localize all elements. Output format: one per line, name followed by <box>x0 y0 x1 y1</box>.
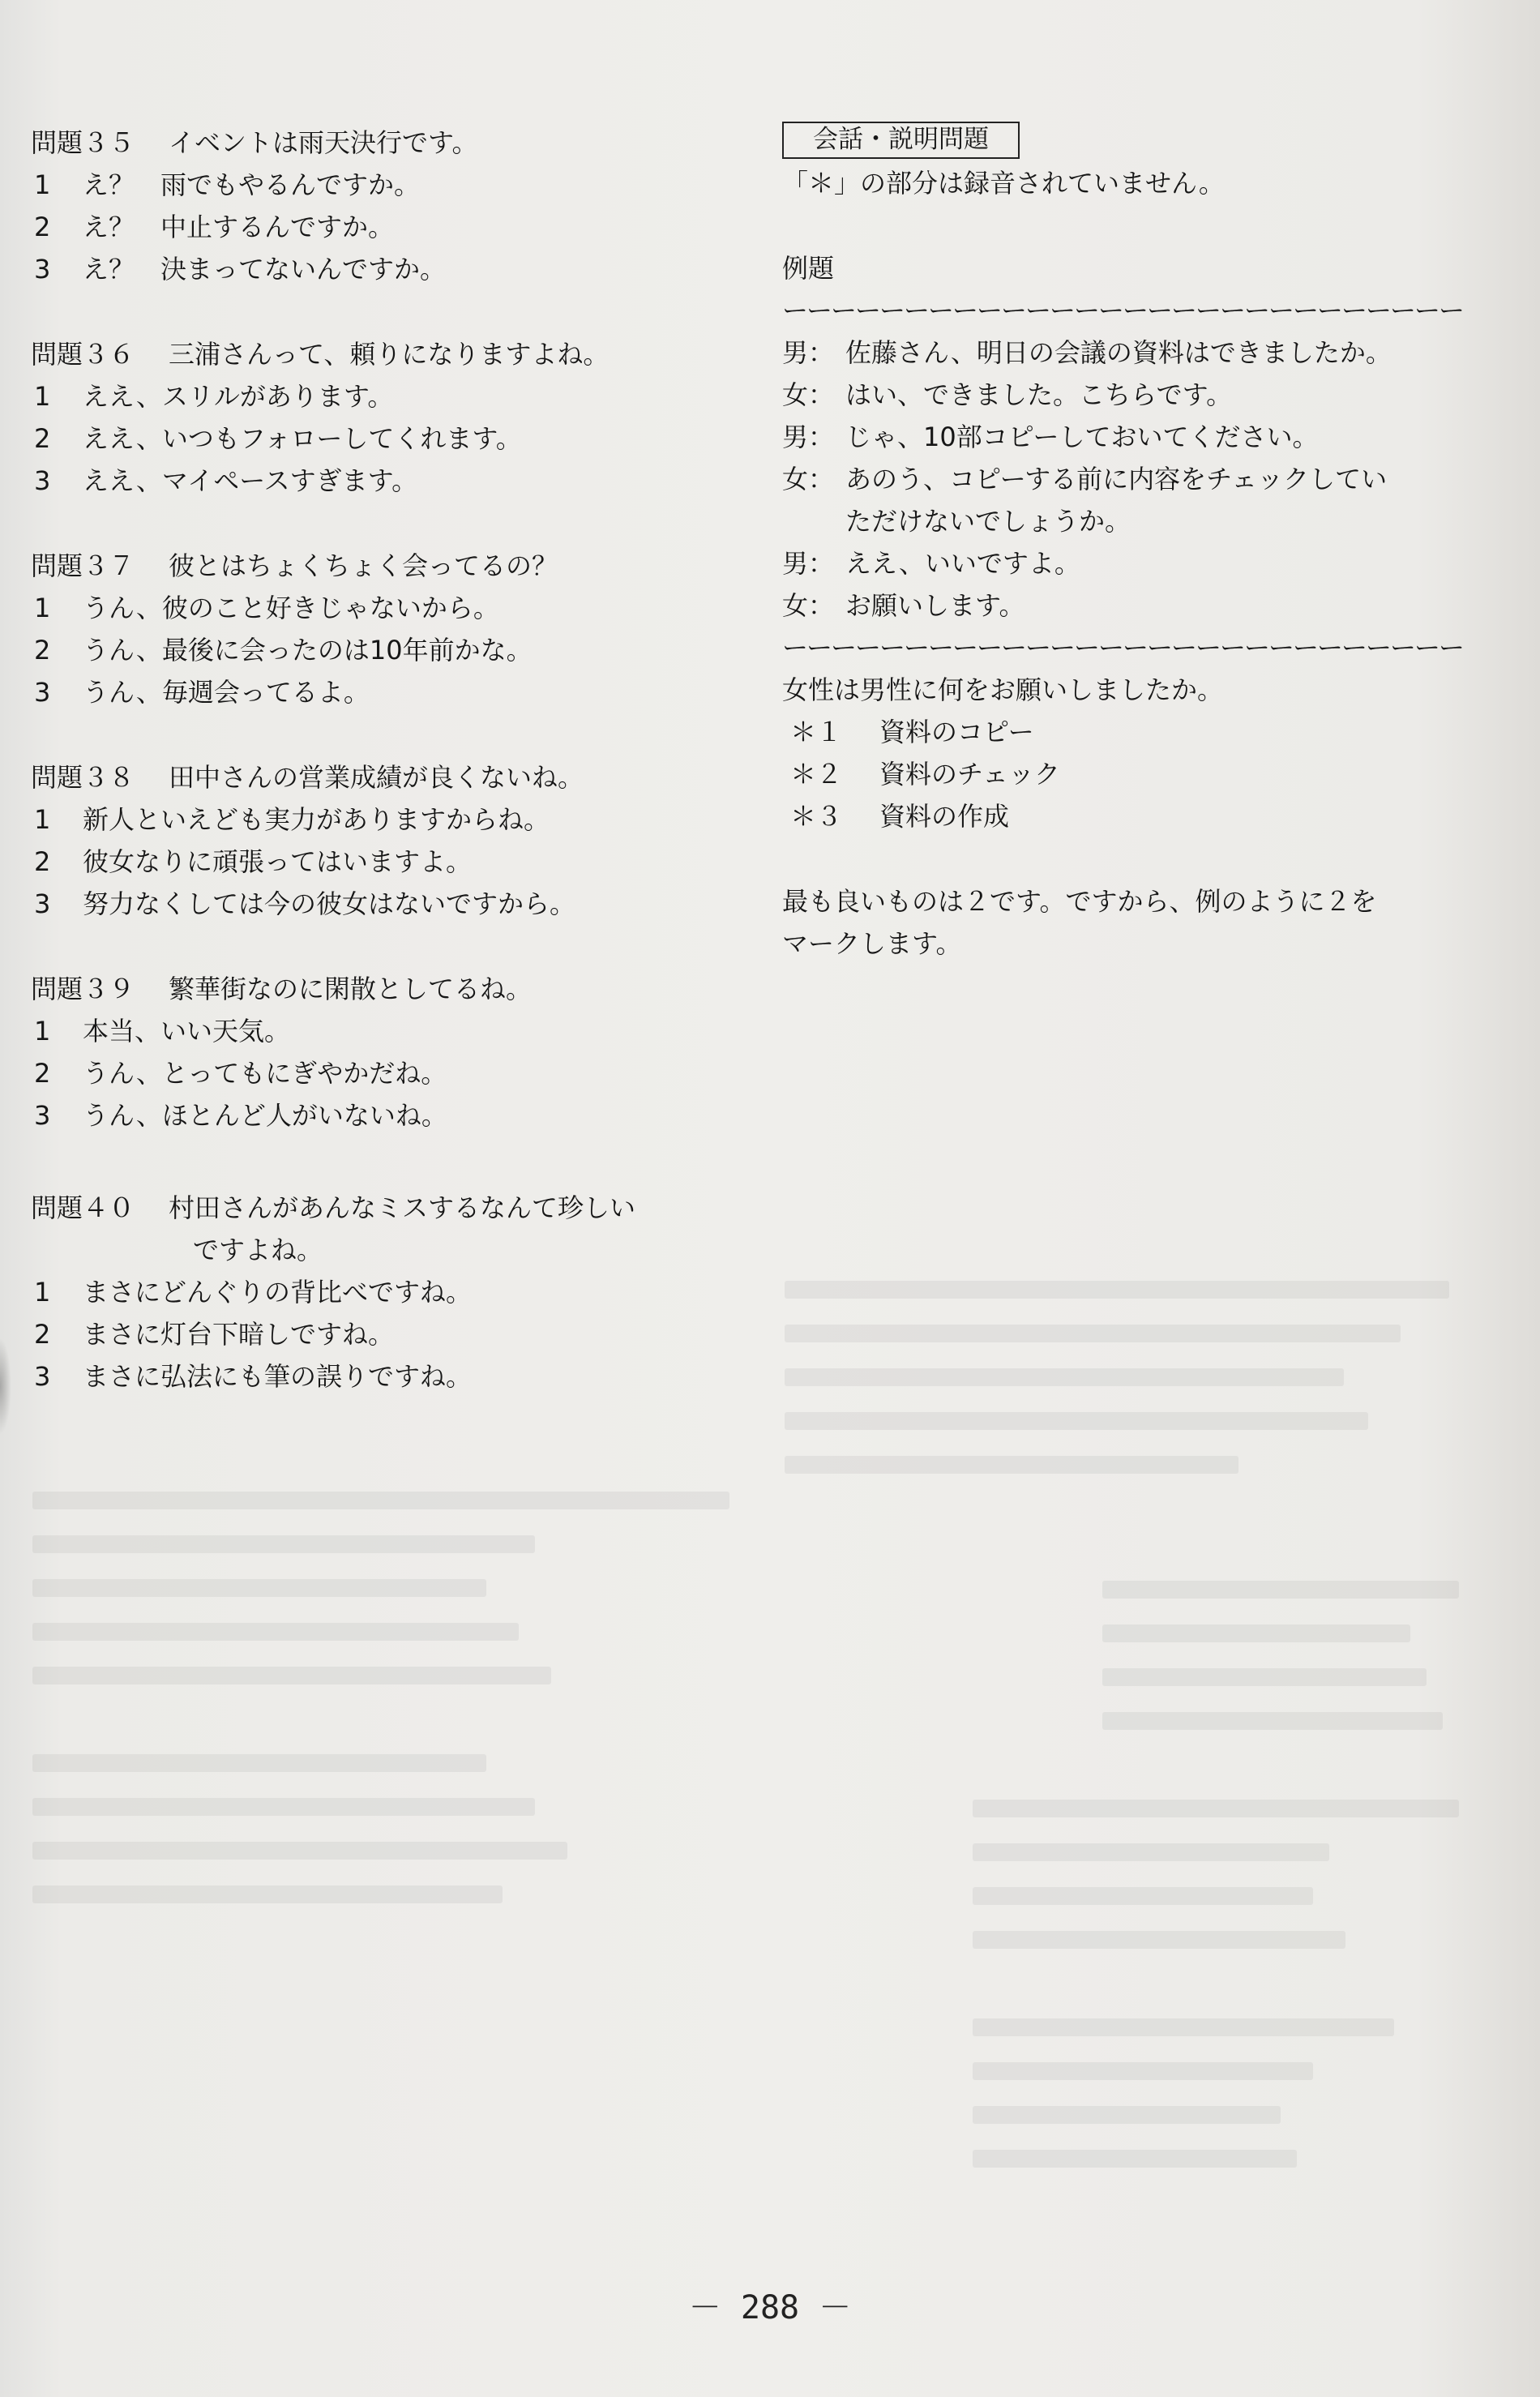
answer-choice <box>31 587 744 629</box>
choice-text: え？ 雨でもやるんですか。 <box>83 169 421 200</box>
question-block <box>31 1187 744 1398</box>
dialogue-line <box>782 374 1495 416</box>
choice-text: ええ、いつもフォローしてくれます。 <box>83 423 522 454</box>
choice-text: まさにどんぐりの背比べですね。 <box>83 1277 473 1308</box>
answer-choice <box>31 1271 744 1313</box>
example-option <box>782 711 1495 753</box>
question-text: 彼とはちょくちょく会ってるの？ <box>169 550 558 581</box>
choice-number: 3 <box>34 254 51 285</box>
choice-text: うん、ほとんど人がいないね。 <box>83 1100 447 1131</box>
question-text: 田中さんの営業成績が良くないね。 <box>169 762 584 793</box>
speaker-label: 男： <box>782 422 835 452</box>
answer-choice <box>31 798 744 841</box>
divider-bottom: ーーーーーーーーーーーーーーーーーーーーーーーーーーーー <box>782 632 1464 663</box>
dialogue-line <box>782 416 1495 458</box>
utterance-text: あのう、コピーする前に内容をチェックしてい <box>845 464 1388 494</box>
choice-text: え？ 中止するんですか。 <box>83 212 395 242</box>
answer-choice <box>31 883 744 925</box>
speaker-label: 男： <box>782 337 835 368</box>
utterance-text: はい、できました。こちらです。 <box>845 379 1233 410</box>
choice-text: ええ、マイペースすぎます。 <box>83 465 418 496</box>
utterance-text: お願いします。 <box>845 590 1025 621</box>
divider-top: ーーーーーーーーーーーーーーーーーーーーーーーーーーーー <box>782 295 1464 326</box>
answer-choice <box>31 206 744 248</box>
choice-text: ええ、スリルがあります。 <box>83 381 394 412</box>
option-number: ＊２ <box>790 759 843 790</box>
speaker-label: 女： <box>782 379 835 410</box>
choice-number: 2 <box>34 1058 51 1089</box>
answer-choice <box>31 1010 744 1052</box>
choice-text: うん、毎週会ってるよ。 <box>83 677 370 708</box>
choice-text: まさに弘法にも筆の誤りですね。 <box>83 1361 473 1392</box>
answer-choice <box>31 841 744 883</box>
choice-text: 本当、いい天気。 <box>83 1016 291 1047</box>
choice-number: 3 <box>34 677 51 708</box>
example-option <box>782 753 1495 795</box>
choice-number: 1 <box>34 381 51 412</box>
section-title-box: 会話・説明問題 <box>782 122 1020 159</box>
choice-text: え？ 決まってないんですか。 <box>83 254 447 285</box>
example-option <box>782 795 1495 837</box>
choice-number: 3 <box>34 465 51 496</box>
example-question: 女性は男性に何をお願いしましたか。 <box>782 674 1224 705</box>
choice-number: 1 <box>34 593 51 623</box>
dialogue-line <box>782 458 1495 542</box>
choice-number: 3 <box>34 888 51 919</box>
answer-choice <box>31 671 744 713</box>
choice-text: うん、彼のこと好きじゃないから。 <box>83 593 499 623</box>
recording-note: 「＊」の部分は録音されていません。 <box>782 168 1225 199</box>
choice-number: 1 <box>34 1016 51 1047</box>
choice-number: 3 <box>34 1361 51 1392</box>
choice-number: 2 <box>34 423 51 454</box>
answer-choice <box>31 460 744 502</box>
question-block <box>31 333 744 502</box>
option-number: ＊３ <box>790 801 843 832</box>
choice-text: 努力なくしては今の彼女はないですから。 <box>83 888 576 919</box>
dialogue-line <box>782 584 1495 627</box>
choice-number: 2 <box>34 846 51 877</box>
question-number: 問題３５ <box>31 127 135 158</box>
option-text: 資料のチェック <box>879 759 1061 790</box>
choice-text: うん、最後に会ったのは10年前かな。 <box>83 635 533 666</box>
left-column <box>31 122 744 1398</box>
answer-line-1: 最も良いものは２です。ですから、例のように２を <box>782 886 1377 917</box>
choice-number: 2 <box>34 1319 51 1350</box>
question-number: 問題３８ <box>31 762 135 793</box>
question-block <box>31 545 744 713</box>
answer-choice <box>31 629 744 671</box>
right-column <box>782 122 1495 965</box>
answer-choice <box>31 417 744 460</box>
example-dialogue <box>782 332 1495 627</box>
choice-text: まさに灯台下暗しですね。 <box>83 1319 395 1350</box>
example-label: 例題 <box>782 253 835 284</box>
question-block <box>31 756 744 925</box>
answer-choice <box>31 248 744 290</box>
question-text: 村田さんがあんなミスするなんて珍しい <box>169 1192 636 1223</box>
utterance-text: ただけないでしょうか。 <box>845 506 1131 537</box>
choice-number: 2 <box>34 212 51 242</box>
answer-choice <box>31 164 744 206</box>
dialogue-line <box>782 542 1495 584</box>
question-number: 問題３７ <box>31 550 135 581</box>
answer-choice <box>31 1094 744 1136</box>
answer-choice <box>31 375 744 417</box>
utterance-text: ええ、いいですよ。 <box>845 548 1080 579</box>
option-text: 資料のコピー <box>879 717 1034 747</box>
answer-choice <box>31 1313 744 1355</box>
question-text: 三浦さんって、頼りになりますよね。 <box>169 339 610 370</box>
utterance-text: 佐藤さん、明日の会議の資料はできましたか。 <box>845 337 1392 368</box>
question-block <box>31 122 744 290</box>
choice-number: 1 <box>34 169 51 200</box>
question-text: 繁華街なのに閑散としてるね。 <box>169 974 533 1004</box>
answer-line-2: マークします。 <box>782 928 962 959</box>
choice-number: 2 <box>34 635 51 666</box>
dialogue-line <box>782 332 1495 374</box>
speaker-label: 女： <box>782 590 835 621</box>
option-text: 資料の作成 <box>879 801 1010 832</box>
choice-number: 1 <box>34 804 51 835</box>
choice-number: 1 <box>34 1277 51 1308</box>
choice-number: 3 <box>34 1100 51 1131</box>
choice-text: うん、とってもにぎやかだね。 <box>83 1058 447 1089</box>
question-number: 問題４０ <box>31 1192 135 1223</box>
page-number: － 288 － <box>688 2289 852 2326</box>
utterance-text: じゃ、10部コピーしておいてください。 <box>845 422 1319 452</box>
speaker-label: 女： <box>782 464 835 494</box>
question-number: 問題３９ <box>31 974 135 1004</box>
choice-text: 新人といえども実力がありますからね。 <box>83 804 550 835</box>
example-options <box>782 711 1495 837</box>
question-number: 問題３６ <box>31 339 135 370</box>
choice-text: 彼女なりに頑張ってはいますよ。 <box>83 846 473 877</box>
question-text-continued: ですよね。 <box>193 1235 323 1265</box>
option-number: ＊１ <box>790 717 843 747</box>
question-block <box>31 968 744 1136</box>
page-curl-shadow <box>0 1338 11 1435</box>
answer-choice <box>31 1052 744 1094</box>
answer-choice <box>31 1355 744 1398</box>
speaker-label: 男： <box>782 548 835 579</box>
question-text: イベントは雨天決行です。 <box>169 127 478 158</box>
